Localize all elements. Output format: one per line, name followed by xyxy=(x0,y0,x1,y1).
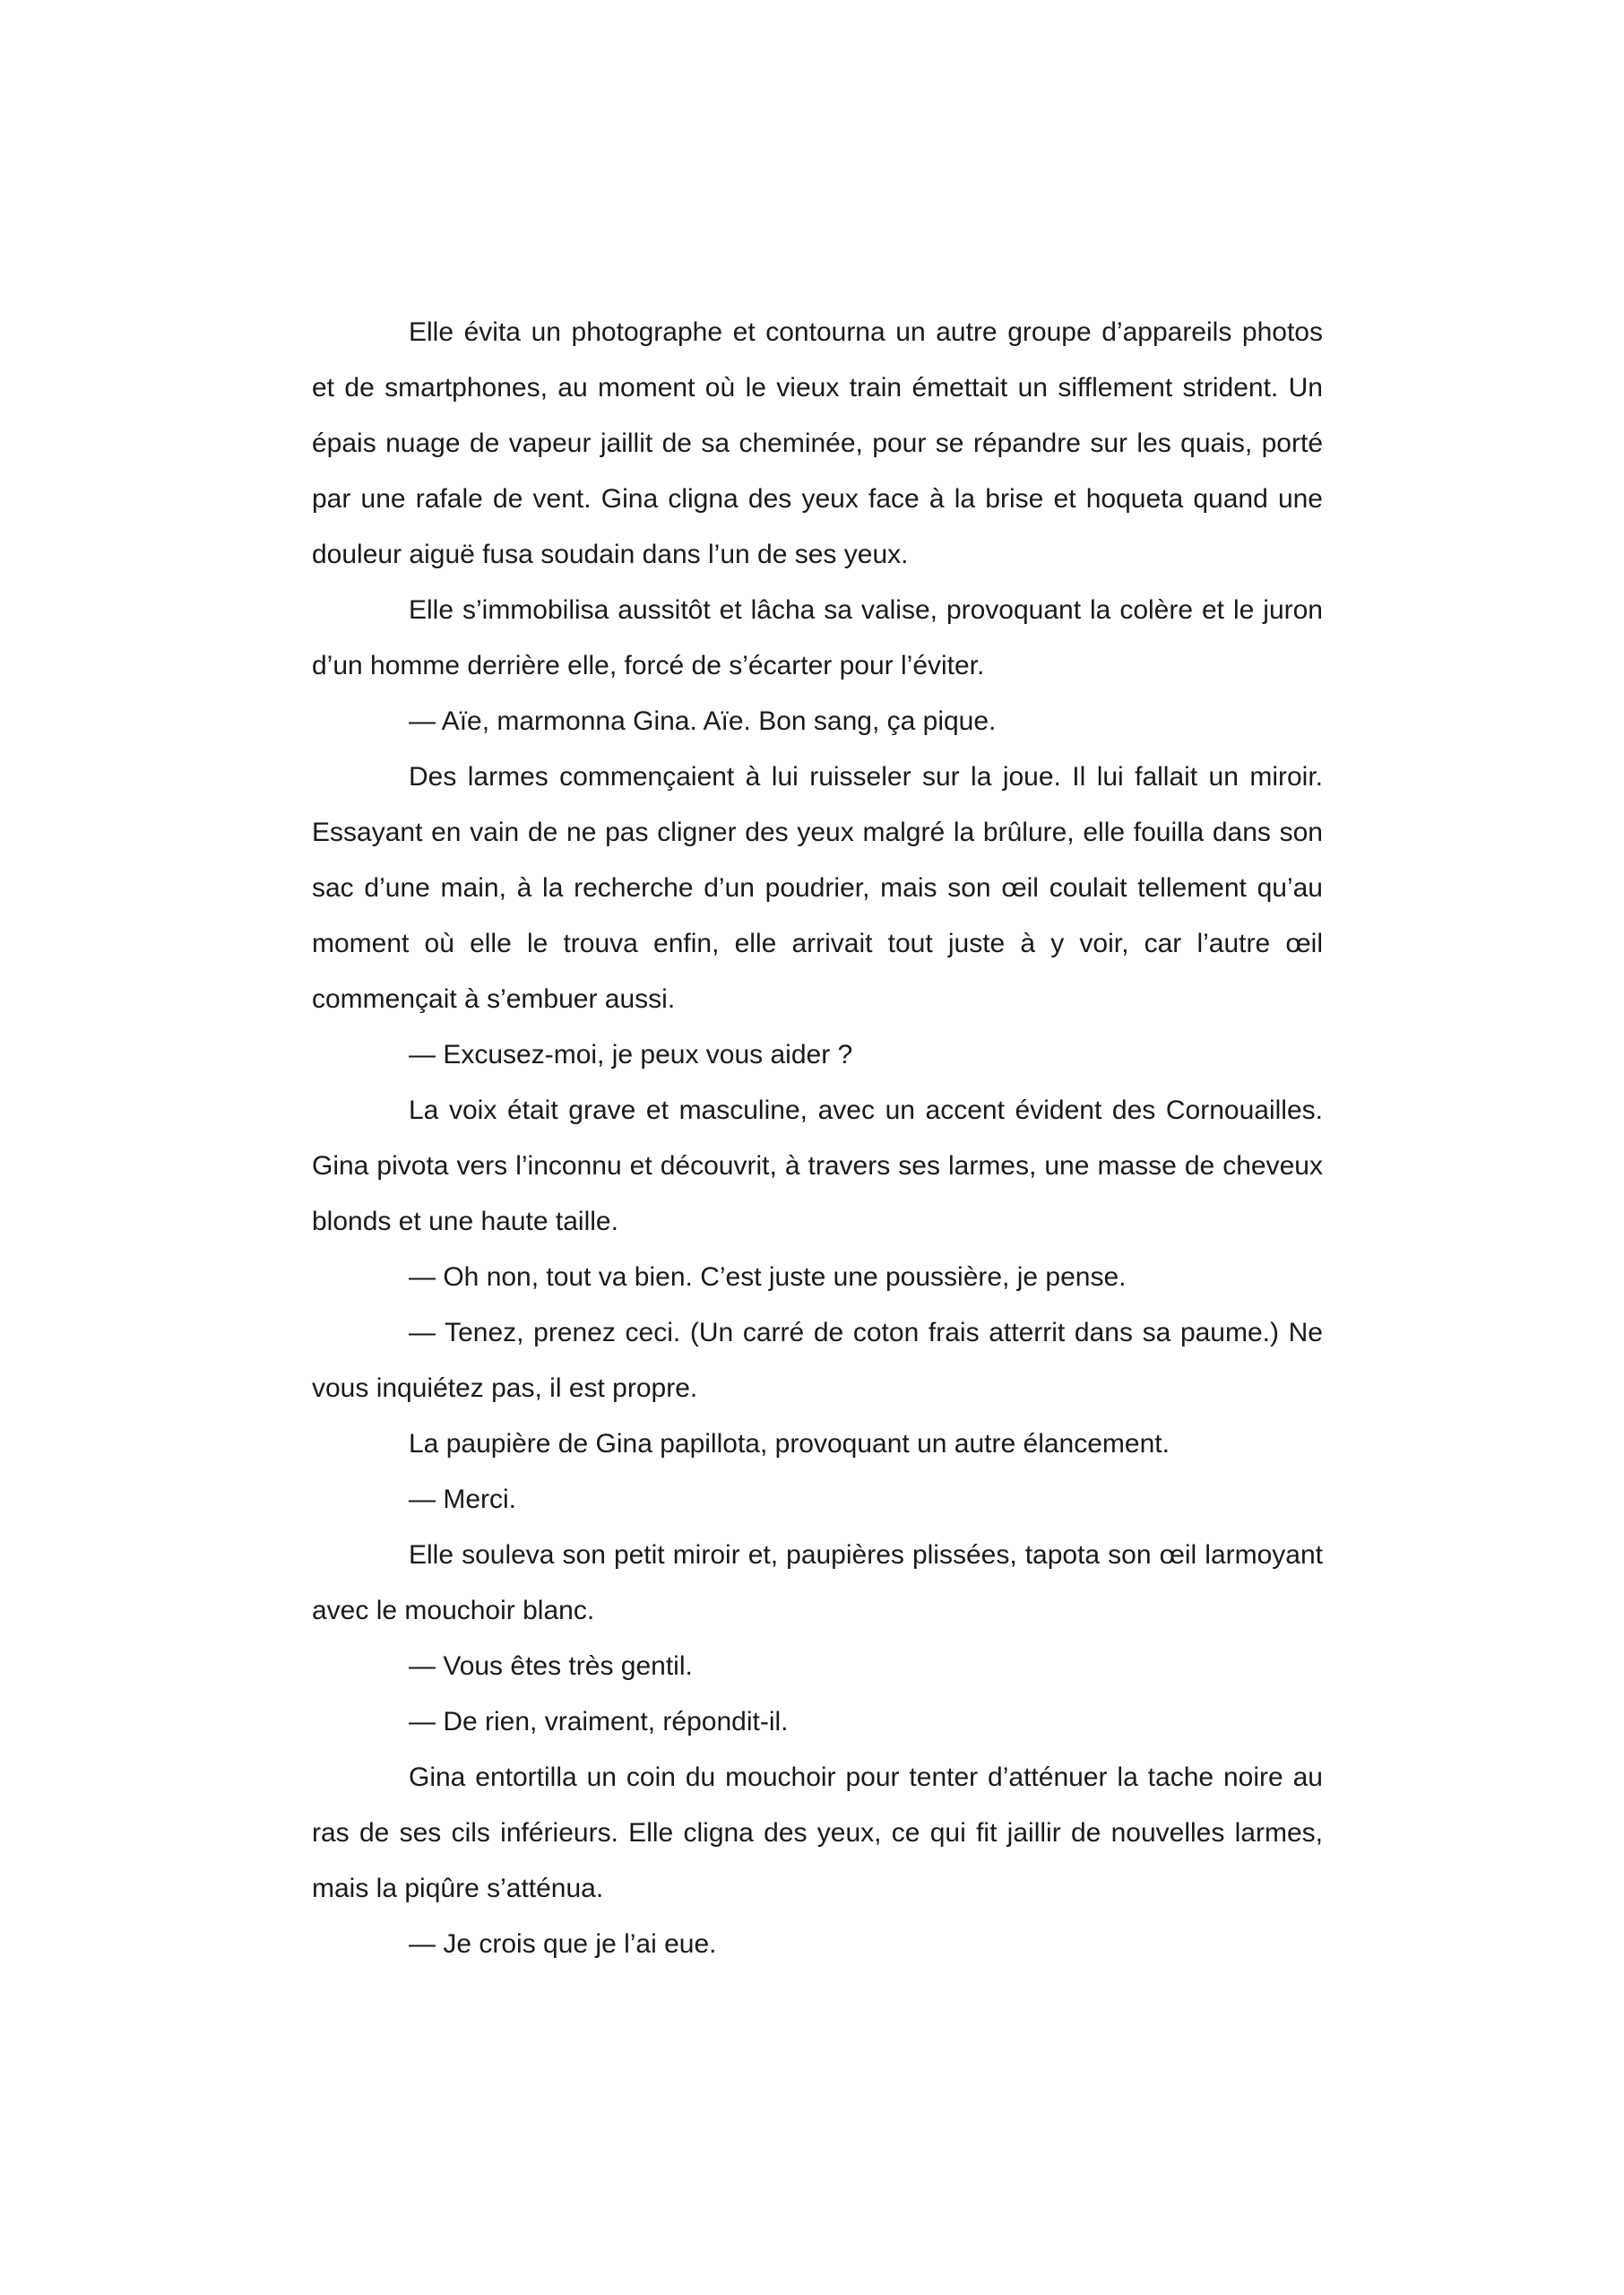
paragraph: Elle souleva son petit miroir et, paupières plissées, tapota son œil larmoyant avec le mouchoir blanc. xyxy=(312,1540,1323,1625)
body-text xyxy=(312,305,1323,1972)
paragraph: Des larmes commençaient à lui ruisseler sur la joue. Il lui fallait un miroir. Essayant en vain de ne pas cligner des yeux malgré la brûlure, elle fouilla dans son sac d’une main, à la recherche d’un poudrier, mais son œil coulait tellement qu’au moment où elle le trouva enfin, elle arrivait tout juste à y voir, car l’autre œil commençait à s’embuer aussi. xyxy=(312,762,1323,1014)
paragraph: Gina entortilla un coin du mouchoir pour tenter d’atténuer la tache noire au ras de ses cils inférieurs. Elle cligna des yeux, ce qui fit jaillir de nouvelles larmes, mais la piqûre s’atténua. xyxy=(312,1762,1323,1903)
dialogue-line: — Vous êtes très gentil. xyxy=(409,1651,693,1681)
dialogue-line: — Aïe, marmonna Gina. Aïe. Bon sang, ça pique. xyxy=(409,706,997,736)
paragraph: La paupière de Gina papillota, provoquant un autre élancement. xyxy=(409,1429,1170,1459)
dialogue-line: — Je crois que je l’ai eue. xyxy=(409,1929,717,1959)
dialogue-line: — Tenez, prenez ceci. (Un carré de coton frais atterrit dans sa paume.) Ne vous inquiétez pas, il est propre. xyxy=(312,1318,1323,1403)
paragraph: Elle évita un photographe et contourna un autre groupe d’appareils photos et de smartphones, au moment où le vieux train émettait un sifflement strident. Un épais nuage de vapeur jaillit de sa cheminée, pour se répandre sur les quais, porté par une rafale de vent. Gina cligna des yeux face à la brise et hoqueta quand une douleur aiguë fusa soudain dans l’un de ses yeux. xyxy=(312,317,1323,569)
dialogue-line: — Oh non, tout va bien. C’est juste une poussière, je pense. xyxy=(409,1262,1127,1292)
paragraph: Elle s’immobilisa aussitôt et lâcha sa valise, provoquant la colère et le juron d’un homme derrière elle, forcé de s’écarter pour l’éviter. xyxy=(312,595,1323,680)
dialogue-line: — Excusez-moi, je peux vous aider ? xyxy=(409,1040,853,1070)
dialogue-line: — Merci. xyxy=(409,1485,516,1514)
dialogue-line: — De rien, vraiment, répondit-il. xyxy=(409,1707,789,1736)
paragraph: La voix était grave et masculine, avec un accent évident des Cornouailles. Gina pivota vers l’inconnu et découvrit, à travers ses larmes, une masse de cheveux blonds et une haute taille. xyxy=(312,1096,1323,1236)
